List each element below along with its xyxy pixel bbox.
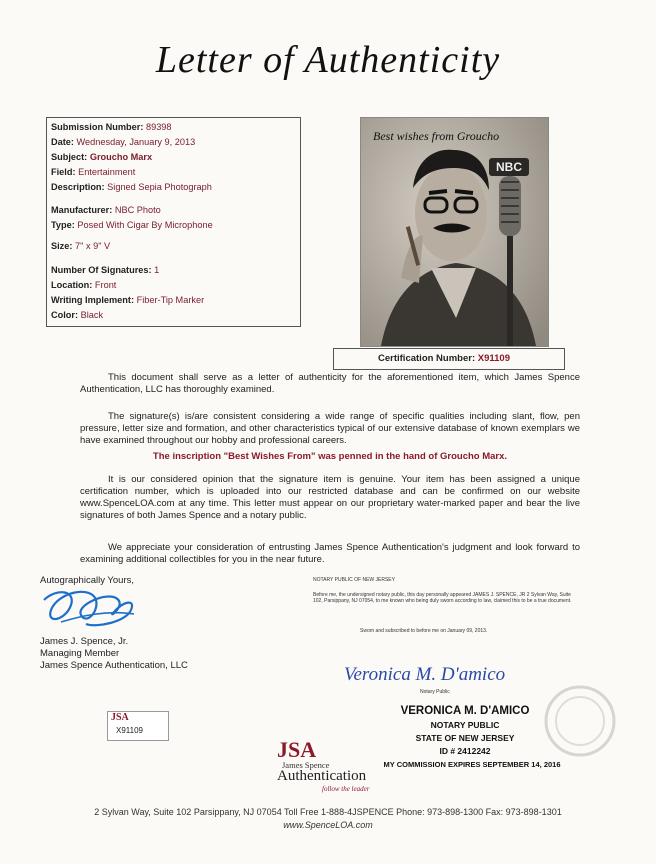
jsa-logo-line1: James Spence bbox=[282, 760, 330, 770]
notary-caption: Notary Public bbox=[420, 689, 450, 695]
spence-signature bbox=[36, 580, 146, 635]
notary-seal-icon bbox=[540, 676, 620, 766]
info-row-signatures: Number Of Signatures: 1 bbox=[51, 265, 160, 275]
signer-name: James J. Spence, Jr. bbox=[40, 636, 129, 647]
notary-stamp-id: ID # 2412242 bbox=[439, 746, 491, 756]
hologram-number: X91109 bbox=[116, 726, 143, 735]
photo-illustration bbox=[361, 118, 548, 346]
certification-label: Certification Number: bbox=[378, 353, 476, 364]
jsa-logo-line2: Authentication bbox=[277, 768, 367, 784]
notary-stamp-expiry: MY COMMISSION EXPIRES SEPTEMBER 14, 2016 bbox=[383, 760, 561, 769]
info-row-field: Field: Entertainment bbox=[51, 167, 136, 177]
groucho-photo bbox=[360, 117, 549, 347]
footer-address: 2 Sylvan Way, Suite 102 Parsippany, NJ 07054 Toll Free 1-888-4JSPENCE Phone: 973-898-1300 Fax: 973-898-1301 bbox=[94, 807, 562, 817]
info-row-color: Color: Black bbox=[51, 310, 104, 320]
closing-line: Autographically Yours, bbox=[40, 575, 135, 586]
info-row-description: Description: Signed Sepia Photograph bbox=[51, 182, 212, 192]
inscription-note: The inscription "Best Wishes From" was penned in the hand of Groucho Marx. bbox=[152, 451, 508, 462]
paragraph-opinion: It is our considered opinion that the signature item is genuine. Your item has been assigned a unique certification number, which is uploaded into our restricted database and can be confirmed on our website www.SpenceLOA.com at any time. This letter must appear on our proprietary water-marked paper and bear the live signatures of both James Spence and a notary public. bbox=[80, 474, 580, 521]
notary-header: NOTARY PUBLIC OF NEW JERSEY bbox=[313, 577, 395, 583]
info-row-date: Date: Wednesday, January 9, 2013 bbox=[51, 137, 196, 147]
notary-stamp-state: STATE OF NEW JERSEY bbox=[415, 733, 515, 743]
notary-signature: Veronica M. D'amico bbox=[344, 664, 506, 685]
signer-role: Managing Member bbox=[40, 648, 120, 659]
notary-stamp-name: VERONICA M. D'AMICO bbox=[400, 705, 530, 717]
certification-box bbox=[333, 348, 565, 370]
paragraph-analysis: The signature(s) is/are consistent considering a wide range of specific qualities including slant, flow, pen pressure, letter size and formation, and other characteristics typical of our extensive database of known exemplars we have examined throughout our hobby and professional careers. bbox=[80, 411, 580, 446]
notary-stamp-title: NOTARY PUBLIC bbox=[430, 720, 500, 730]
hologram-brand: JSA bbox=[111, 712, 129, 723]
hologram-sticker bbox=[107, 711, 169, 741]
notary-text: Before me, the undersigned notary public, this day personally appeared JAMES J. SPENCE, JR 2 Sylvan Way, Suite 102, Parsippany, NJ 07054, to me known who being duly sworn according to law, claimed this to be a true document. bbox=[313, 592, 572, 604]
mic-label-nbc: NBC bbox=[496, 160, 522, 174]
jsa-logo-mark: JSA bbox=[277, 737, 317, 762]
paragraph-intro: This document shall serve as a letter of authenticity for the aforementioned item, which James Spence Authentication, LLC has thoroughly examined. bbox=[80, 372, 580, 395]
info-row-size: Size: 7" x 9" V bbox=[51, 241, 111, 251]
photo-inscription: Best wishes from Groucho bbox=[373, 129, 500, 143]
info-row-submission: Submission Number: 89398 bbox=[51, 122, 172, 132]
item-details-box bbox=[46, 117, 301, 327]
info-row-subject: Subject: Groucho Marx bbox=[51, 152, 153, 162]
info-row-manufacturer: Manufacturer: NBC Photo bbox=[51, 205, 161, 215]
paragraph-closing: We appreciate your consideration of entrusting James Spence Authentication's judgment and look forward to examining additional collectibles for you in the near future. bbox=[80, 542, 580, 565]
page-title: Letter of Authenticity bbox=[155, 39, 501, 81]
jsa-logo-tagline: follow the leader bbox=[322, 785, 370, 793]
info-row-implement: Writing Implement: Fiber-Tip Marker bbox=[51, 295, 205, 305]
notary-sworn: Sworn and subscribed to before me on January 09, 2013. bbox=[360, 628, 488, 634]
footer-website[interactable]: www.SpenceLOA.com bbox=[283, 820, 373, 830]
certification-number: X91109 bbox=[477, 353, 510, 364]
info-row-type: Type: Posed With Cigar By Microphone bbox=[51, 220, 213, 230]
signer-company: James Spence Authentication, LLC bbox=[40, 660, 188, 671]
info-row-location: Location: Front bbox=[51, 280, 117, 290]
